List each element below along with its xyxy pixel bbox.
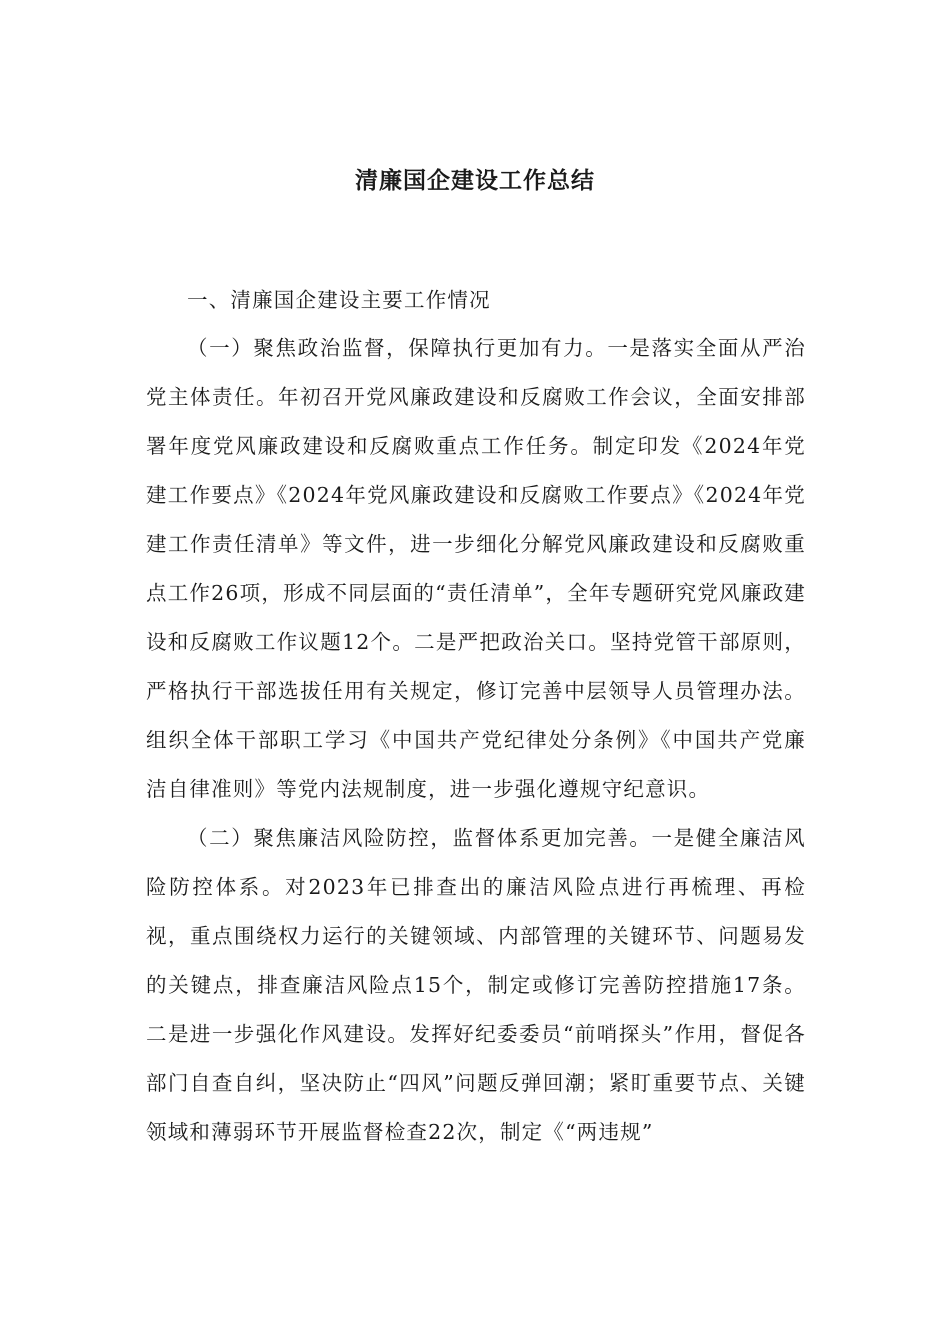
section-heading: 一、清廉国企建设主要工作情况 [187,288,491,312]
document-body [146,276,806,1157]
paragraph-political-supervision: （一）聚焦政治监督，保障执行更加有力。一是落实全面从严治党主体责任。年初召开党风廉政建设和反腐败工作会议，全面安排部署年度党风廉政建设和反腐败重点工作任务。制定印发《2024年党建工作要点》《2024年党风廉政建设和反腐败工作要点》《2024年党建工作责任清单》等文件，进一步细化分解党风廉政建设和反腐败重点工作26项，形成不同层面的“责任清单”，全年专题研究党风廉政建设和反腐败工作议题12个。二是严把政治关口。坚持党管干部原则，严格执行干部选拔任用有关规定，修订完善中层领导人员管理办法。组织全体干部职工学习《中国共产党纪律处分条例》《中国共产党廉洁自律准则》等党内法规制度，进一步强化遵规守纪意识。 [146,336,806,801]
document-title: 清廉国企建设工作总结 [355,168,595,194]
paragraph-risk-control: （二）聚焦廉洁风险防控，监督体系更加完善。一是健全廉洁风险防控体系。对2023年已排查出的廉洁风险点进行再梳理、再检视，重点围绕权力运行的关键领域、内部管理的关键环节、问题易发的关键点，排查廉洁风险点15个，制定或修订完善防控措施17条。二是进一步强化作风建设。发挥好纪委委员“前哨探头”作用，督促各部门自查自纠，坚决防止“四风”问题反弹回潮；紧盯重要节点、关键领域和薄弱环节开展监督检查22次，制定《“两违规” [146,826,806,1144]
